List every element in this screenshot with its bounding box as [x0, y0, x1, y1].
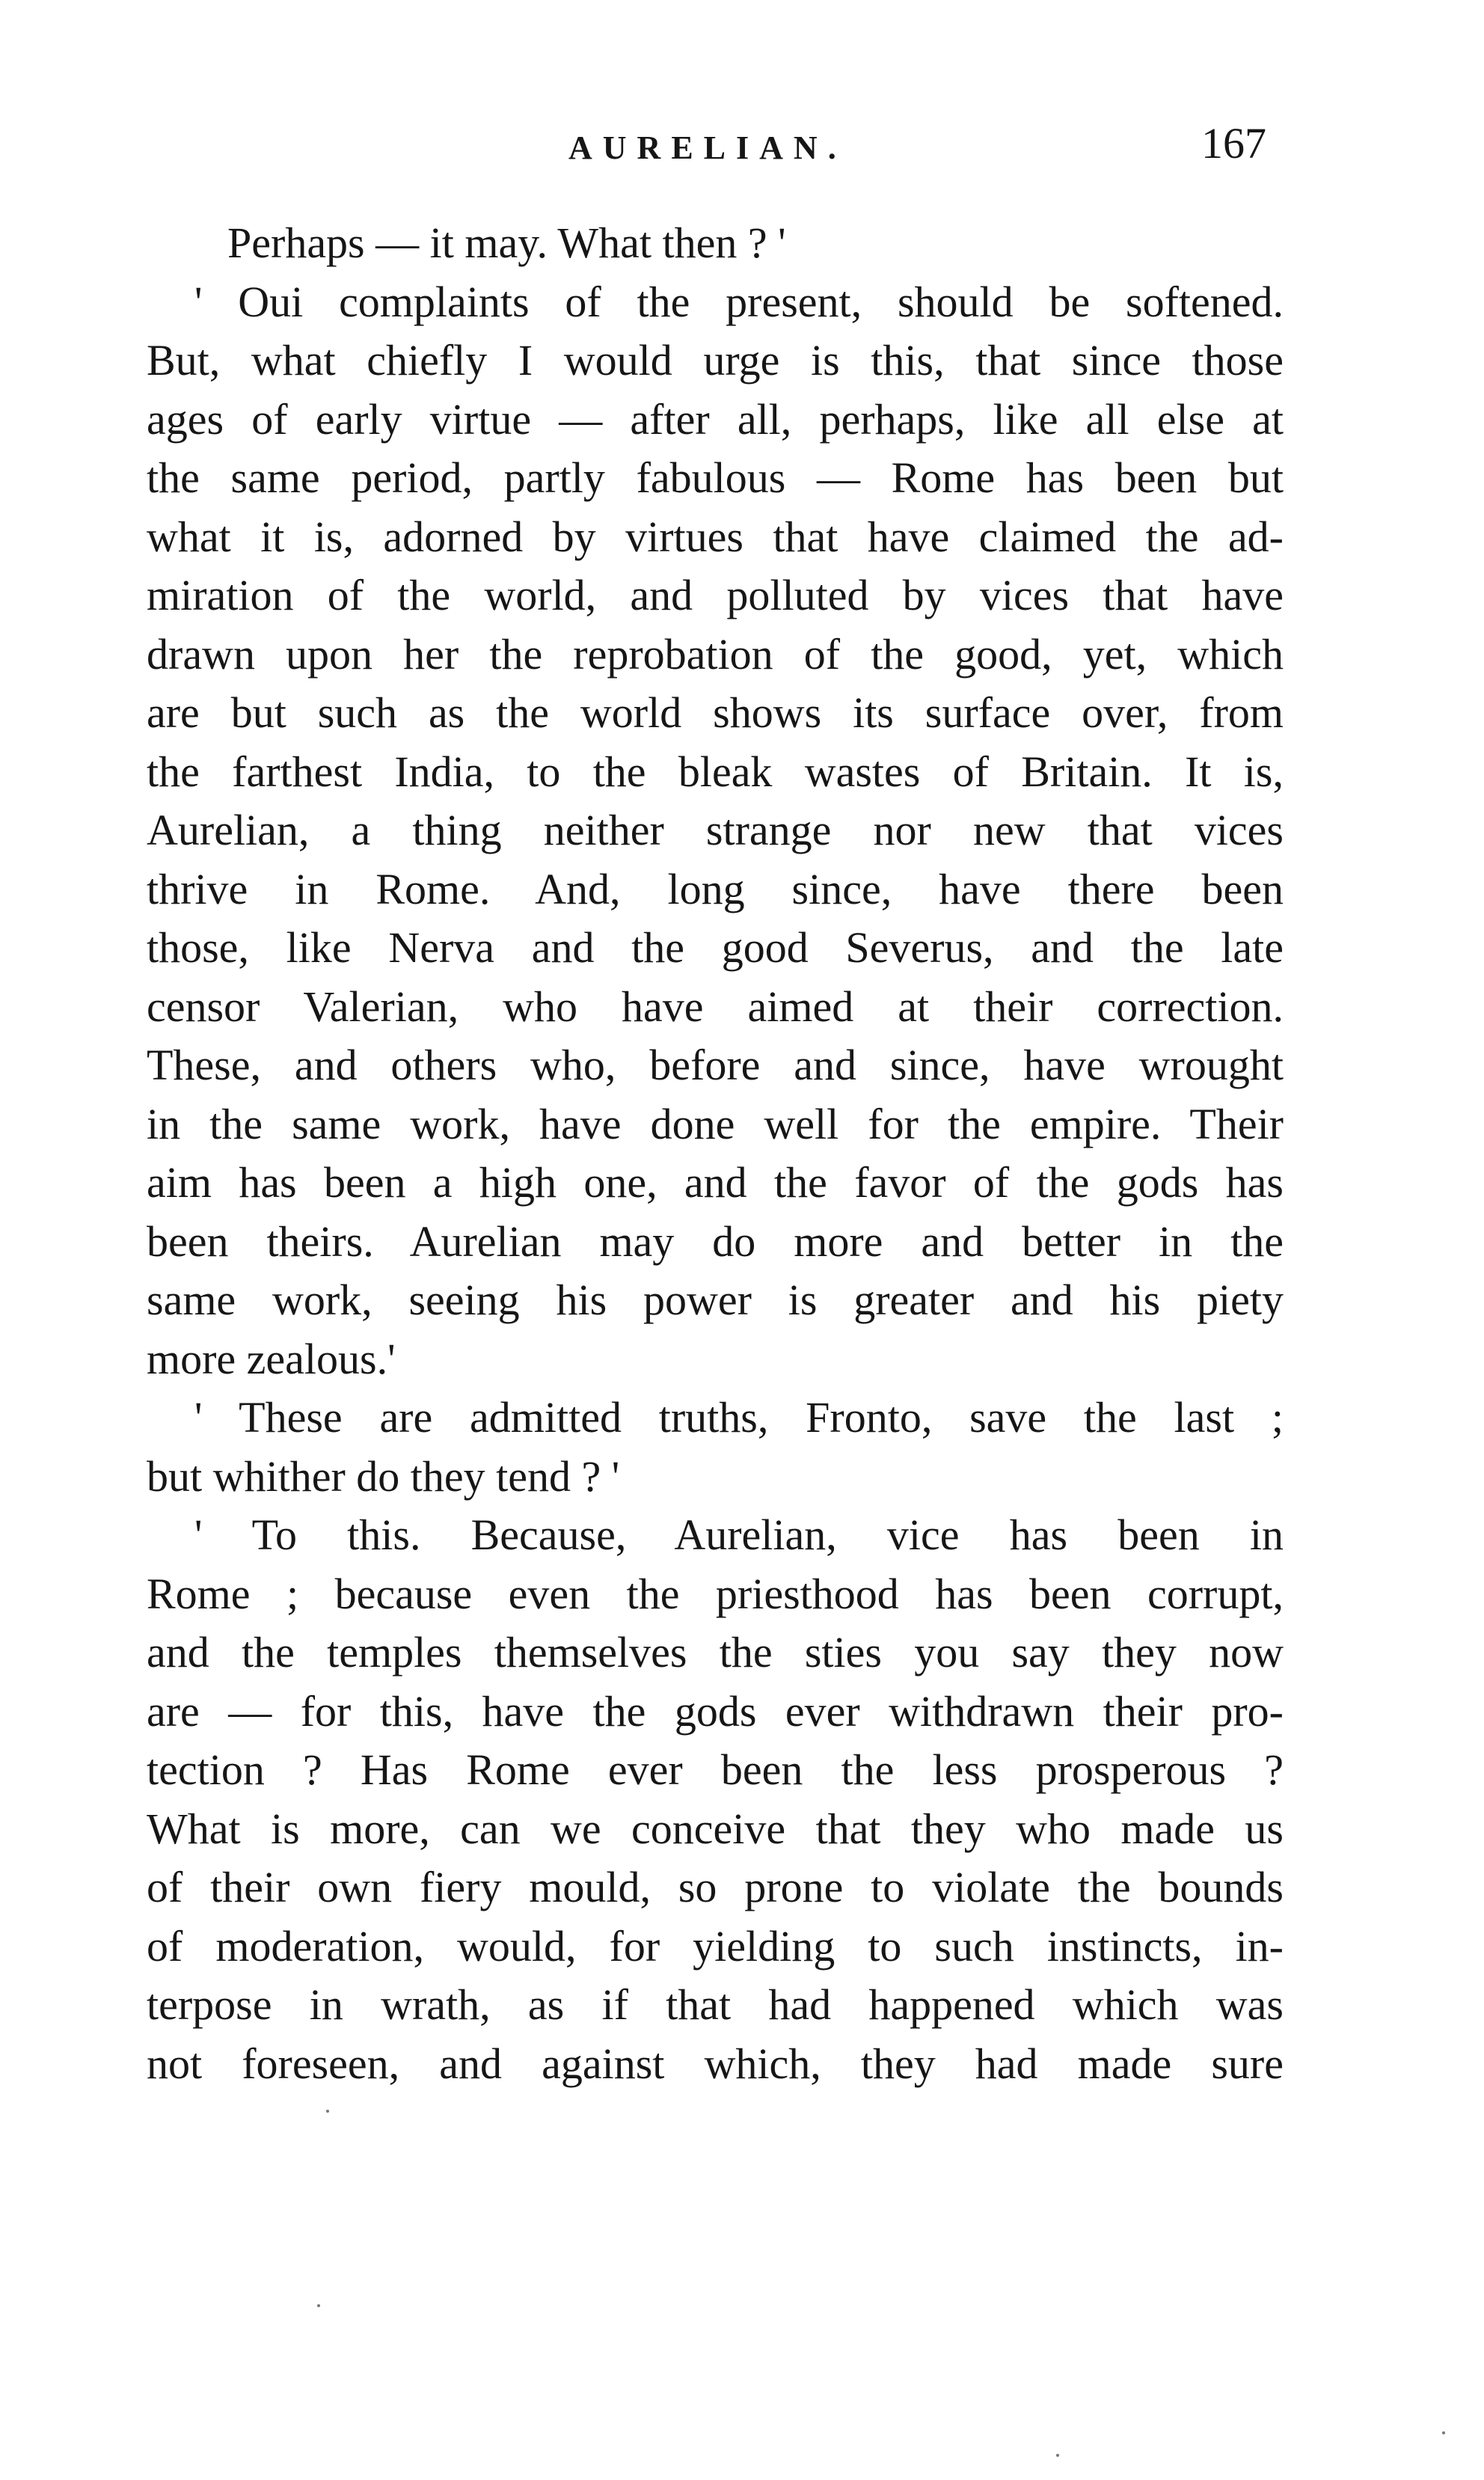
text-line: ' To this. Because, Aurelian, vice has been in: [194, 1510, 1284, 1559]
text-line: These, and others who, before and since, have wrought: [147, 1041, 1284, 1089]
text-line: and the temples themselves the sties you say they now: [147, 1628, 1284, 1677]
body-text: [147, 214, 1284, 2093]
text-line: miration of the world, and polluted by vices that have: [147, 571, 1284, 619]
text-line: Perhaps — it may. What then ? ': [227, 218, 786, 267]
paper-speck: [1442, 2431, 1445, 2434]
text-line: more zealous.': [147, 1334, 396, 1383]
page-number: 167: [1201, 119, 1266, 168]
text-line: drawn upon her the reprobation of the good, yet, which: [147, 629, 1284, 679]
text-line: are — for this, have the gods ever withdrawn their pro-: [147, 1686, 1284, 1736]
text-line: what it is, adorned by virtues that have claimed the ad-: [147, 512, 1284, 561]
text-line: but whither do they tend ? ': [147, 1451, 620, 1501]
text-line: those, like Nerva and the good Severus, and the late: [147, 923, 1284, 972]
text-line: ages of early virtue — after all, perhaps, like all else at: [147, 394, 1284, 444]
text-line: of their own fiery mould, so prone to violate the bounds: [147, 1863, 1284, 1911]
text-line: of moderation, would, for yielding to such instincts, in-: [147, 1921, 1284, 1971]
text-line: not foreseen, and against which, they had made sure: [147, 2039, 1284, 2088]
text-line: But, what chiefly I would urge is this, that since those: [147, 336, 1284, 385]
paper-speck: [1056, 2454, 1059, 2457]
text-line: the same period, partly fabulous — Rome has been but: [147, 453, 1284, 502]
paper-speck: [326, 2110, 329, 2113]
text-line: terpose in wrath, as if that had happened which was: [147, 1980, 1284, 2029]
text-line: ' These are admitted truths, Fronto, save the last ;: [194, 1393, 1284, 1442]
paper-speck: [317, 2304, 320, 2307]
text-line: the farthest India, to the bleak wastes of Britain. It is,: [147, 747, 1284, 796]
text-line: tection ? Has Rome ever been the less prosperous ?: [147, 1745, 1284, 1794]
text-line: Aurelian, a thing neither strange nor new that vices: [147, 806, 1284, 854]
text-line: censor Valerian, who have aimed at their correction.: [147, 982, 1284, 1031]
text-line: Rome ; because even the priesthood has been corrupt,: [147, 1569, 1284, 1618]
text-line: What is more, can we conceive that they who made us: [147, 1804, 1284, 1853]
text-line: same work, seeing his power is greater and his piety: [147, 1276, 1284, 1324]
running-title: AURELIAN.: [568, 129, 847, 166]
text-line: thrive in Rome. And, long since, have there been: [147, 864, 1284, 913]
text-line: in the same work, have done well for the empire. Their: [147, 1099, 1284, 1148]
text-line: ' Oui complaints of the present, should be softened.: [194, 277, 1284, 326]
text-line: aim has been a high one, and the favor of the gods has: [147, 1158, 1284, 1207]
text-line: been theirs. Aurelian may do more and better in the: [147, 1216, 1284, 1266]
text-line: are but such as the world shows its surface over, from: [147, 688, 1284, 737]
